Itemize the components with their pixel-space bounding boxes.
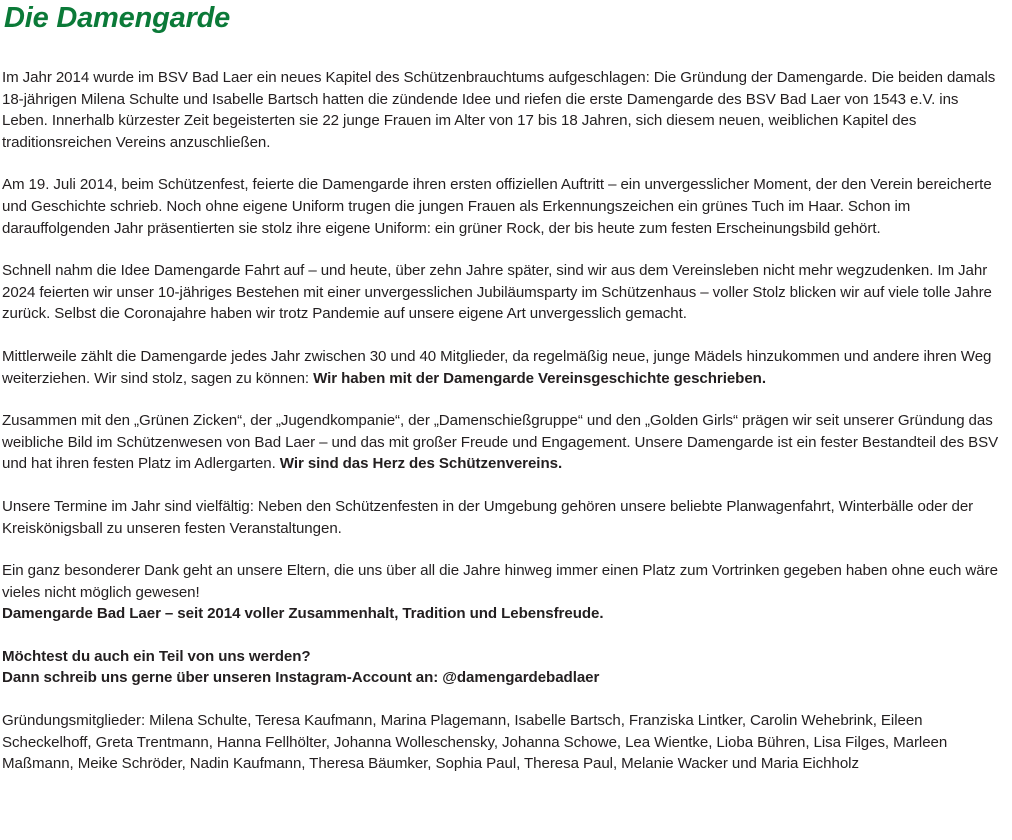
paragraph-thanks-slogan: Damengarde Bad Laer – seit 2014 voller Zusammenhalt, Tradition und Lebensfreude.: [2, 605, 604, 623]
join-invite-question: Möchtest du auch ein Teil von uns werden?: [2, 647, 311, 665]
paragraph-thanks-text: Ein ganz besonderer Dank geht an unsere Eltern, die uns über all die Jahre hinweg immer einen Platz zum Vortrinken gegeben haben ohne euch wäre vieles nicht möglich gewesen!: [2, 562, 998, 601]
article-body: [2, 67, 1006, 775]
paragraph-first-appearance: Am 19. Juli 2014, beim Schützenfest, feierte die Damengarde ihren ersten offiziellen Auftritt – ein unvergesslicher Moment, der den Verein bereicherte und Geschichte schrieb. Noch ohne eigene Uniform trugen die jungen Frauen als Erkennungszeichen ein grünes Tuch im Haar. Schon im darauffolgenden Jahr präsentierten sie stolz ihre eigene Uniform: ein grüner Rock, der bis heute zum festen Erscheinungsbild gehört.: [2, 176, 992, 237]
page-title: Die Damengarde: [4, 2, 231, 34]
paragraph-founding-history: Im Jahr 2014 wurde im BSV Bad Laer ein neues Kapitel des Schützenbrauchtums aufgeschlagen: Die Gründung der Damengarde. Die beiden damals 18-jährigen Milena Schulte und Isabelle Bartsch hatten die zündende Idee und riefen die erste Damengarde des BSV Bad Laer von 1543 e.V. ins Leben. Innerhalb kürzester Zeit begeisterten sie 22 junge Frauen im Alter von 17 bis 18 Jahren, sich diesem neuen, weiblichen Kapitel des traditionsreichen Vereins anzuschließen.: [2, 69, 996, 151]
paragraph-groups-highlight: Wir sind das Herz des Schützenvereins.: [279, 455, 563, 473]
paragraph-membership-text: Mittlerweile zählt die Damengarde jedes Jahr zwischen 30 und 40 Mitglieder, da regelmäßig neue, junge Mädels hinzukommen und andere ihren Weg weiterziehen. Wir sind stolz, sagen zu können:: [2, 347, 992, 387]
paragraph-groups: [2, 410, 1006, 475]
join-invite-instagram[interactable]: Dann schreib uns gerne über unseren Instagram-Account an: @damengardebadlaer: [2, 669, 600, 687]
paragraph-anniversary: Schnell nahm die Idee Damengarde Fahrt auf – und heute, über zehn Jahre später, sind wir aus dem Vereinsleben nicht mehr wegzudenken. Im Jahr 2024 feierten wir unser 10-jähriges Bestehen mit einer unvergesslichen Jubiläumsparty im Schützenhaus – voller Stolz blicken wir auf viele tolle Jahre zurück. Selbst die Coronajahre haben wir trotz Pandemie auf unsere eigene Art unvergesslich gemacht.: [2, 262, 992, 323]
paragraph-thanks: [2, 560, 1006, 625]
paragraph-join-invite: [2, 646, 1006, 689]
paragraph-events: Unsere Termine im Jahr sind vielfältig: Neben den Schützenfesten in der Umgebung gehören unsere beliebte Planwagenfahrt, Winterbälle oder der Kreiskönigsball zu unseren festen Veranstaltungen.: [2, 497, 974, 537]
paragraph-groups-text: Zusammen mit den „Grünen Zicken“, der „Jugendkompanie“, der „Damenschießgruppe“ und den „Golden Girls“ prägen wir seit unserer Gründung das weibliche Bild im Schützenwesen von Bad Laer – und das mit großer Freude und Engagement. Unsere Damengarde ist ein fester Bestandteil des BSV und hat ihren festen Platz im Adlergarten.: [2, 412, 999, 473]
paragraph-founding-members: Gründungsmitglieder: Milena Schulte, Teresa Kaufmann, Marina Plagemann, Isabelle Bartsch, Franziska Lintker, Carolin Wehebrink, Eileen Scheckelhoff, Greta Trentmann, Hanna Fellhölter, Johanna Wolleschensky, Johanna Schowe, Lea Wientke, Lioba Bühren, Lisa Filges, Marleen Maßmann, Meike Schröder, Nadin Kaufmann, Theresa Bäumker, Sophia Paul, Theresa Paul, Melanie Wacker und Maria Eichholz: [2, 712, 948, 773]
paragraph-membership: [2, 346, 1006, 389]
paragraph-membership-highlight: Wir haben mit der Damengarde Vereinsgeschichte geschrieben.: [313, 369, 766, 387]
